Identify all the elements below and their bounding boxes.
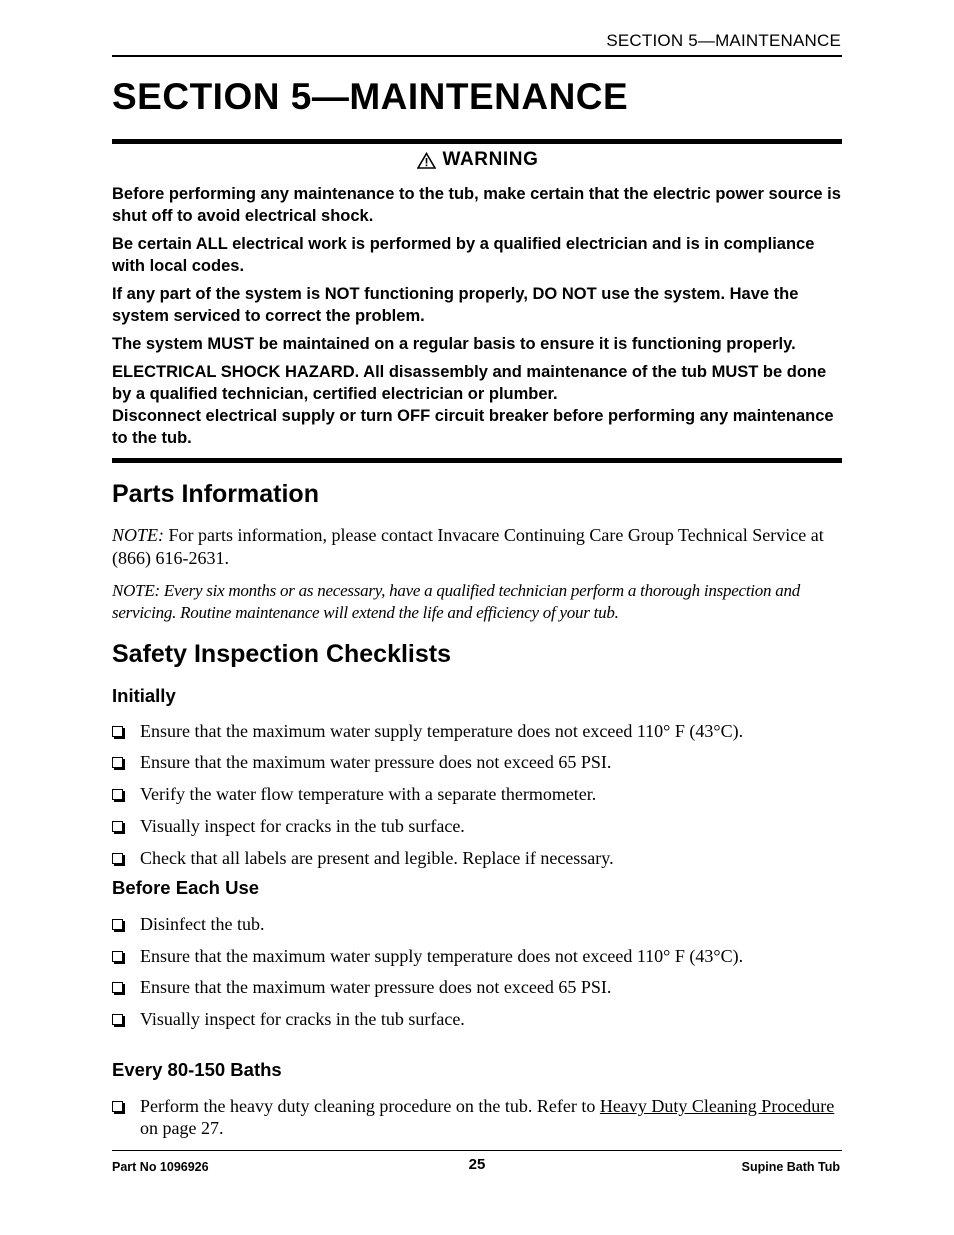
every-80-150-baths-heading: Every 80-150 Baths [112, 1059, 282, 1080]
checkbox-icon [112, 1014, 123, 1025]
running-header: SECTION 5—MAINTENANCE [606, 31, 841, 50]
footer-page-number: 25 [468, 1156, 486, 1173]
warning-top-rule [112, 139, 842, 144]
initially-heading: Initially [112, 685, 176, 706]
checklist-item-text: Verify the water flow temperature with a separate thermometer. [140, 784, 597, 804]
warning-paragraph: If any part of the system is NOT functioning properly, DO NOT use the system. Have the system serviced to correct the problem. [112, 285, 799, 325]
checklist-item [112, 847, 844, 869]
note-label: NOTE: [112, 525, 165, 545]
checklist-item [112, 783, 844, 805]
checklist-item-text: Ensure that the maximum water supply temperature does not exceed 110° F (43°C). [140, 946, 744, 966]
checklist-item [112, 720, 844, 742]
heavy-duty-cleaning-link[interactable]: Heavy Duty Cleaning Procedure [599, 1096, 835, 1116]
checklist-item-text: Ensure that the maximum water pressure does not exceed 65 PSI. [140, 752, 612, 772]
footer-part-number: Part No 1096926 [112, 1160, 209, 1174]
header-rule [112, 55, 842, 57]
warning-block [112, 148, 844, 449]
warning-bottom-rule [112, 458, 842, 463]
item-text-prefix: Perform the heavy duty cleaning procedure on the tub. Refer to [140, 1096, 600, 1116]
checklist-item-text: Disinfect the tub. [140, 914, 265, 934]
checklist-item-text [140, 1095, 844, 1139]
footer-rule [112, 1150, 842, 1151]
checklist-item [112, 1095, 844, 1139]
footer-product-name: Supine Bath Tub [741, 1160, 840, 1174]
checklist-item [112, 815, 844, 837]
warning-paragraph: Disconnect electrical supply or turn OFF circuit breaker before performing any maintenance to the tub. [112, 407, 834, 447]
checklist-item [112, 945, 844, 967]
maintenance-note: NOTE: Every six months or as necessary, have a qualified technician perform a thorough inspection and servicing. Routine maintenance will extend the life and efficiency of your tub. [112, 581, 801, 622]
note-text: For parts information, please contact Invacare Continuing Care Group Technical Service at (866) 616-2631. [112, 525, 824, 568]
checklist-item-text: Visually inspect for cracks in the tub surface. [140, 816, 465, 836]
checklist-item [112, 751, 844, 773]
item-text-suffix: on page 27. [140, 1118, 224, 1138]
warning-label: WARNING [442, 149, 539, 170]
checkbox-icon [112, 789, 123, 800]
checkbox-icon [112, 951, 123, 962]
checklist-item-text: Ensure that the maximum water supply temperature does not exceed 110° F (43°C). [140, 721, 744, 741]
parts-note [112, 524, 844, 570]
warning-paragraph: ELECTRICAL SHOCK HAZARD. All disassembly and maintenance of the tub MUST be done by a qualified technician, certified electrician or plumber. [112, 363, 827, 403]
checklist-item [112, 976, 844, 998]
warning-triangle-icon [417, 152, 436, 169]
section-title: SECTION 5—MAINTENANCE [112, 76, 629, 117]
checklist-item-text: Ensure that the maximum water pressure does not exceed 65 PSI. [140, 977, 612, 997]
checkbox-icon [112, 821, 123, 832]
checkbox-icon [112, 726, 123, 737]
safety-checklists-heading: Safety Inspection Checklists [112, 640, 452, 668]
warning-paragraph: The system MUST be maintained on a regular basis to ensure it is functioning properly. [112, 335, 796, 353]
checklist-item [112, 913, 844, 935]
checkbox-icon [112, 982, 123, 993]
before-each-use-heading: Before Each Use [112, 877, 260, 898]
checkbox-icon [112, 1101, 123, 1112]
checklist-item [112, 1008, 844, 1030]
warning-heading [112, 148, 844, 172]
warning-paragraph: Before performing any maintenance to the tub, make certain that the electric power source is shut off to avoid electrical shock. [112, 185, 841, 225]
checkbox-icon [112, 757, 123, 768]
checkbox-icon [112, 853, 123, 864]
warning-paragraph: Be certain ALL electrical work is performed by a qualified electrician and is in compliance with local codes. [112, 235, 815, 275]
parts-information-heading: Parts Information [112, 480, 319, 508]
checklist-item-text: Visually inspect for cracks in the tub surface. [140, 1009, 465, 1029]
checkbox-icon [112, 919, 123, 930]
checklist-item-text: Check that all labels are present and legible. Replace if necessary. [140, 848, 614, 868]
